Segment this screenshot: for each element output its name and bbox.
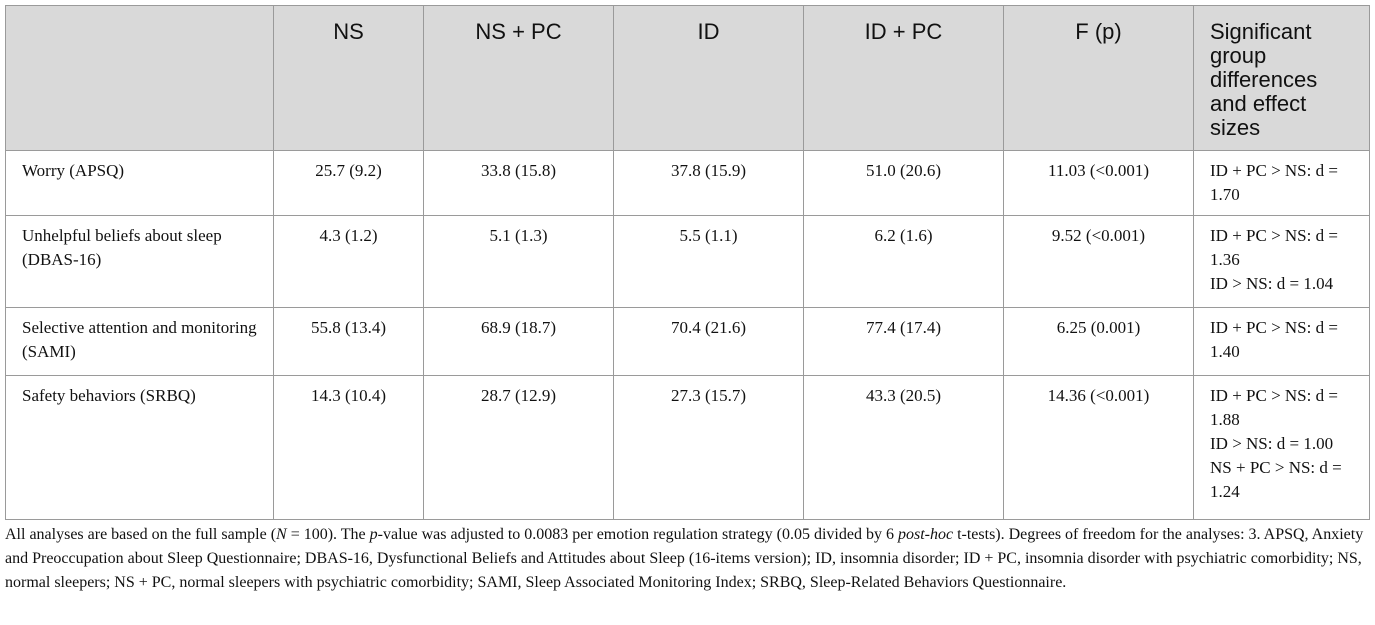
cell-ns-pc: 5.1 (1.3) [424,216,614,308]
cell-id-pc: 6.2 (1.6) [804,216,1004,308]
header-significant-differences: Significant group differences and effect sizes [1194,6,1370,151]
header-empty [6,6,274,151]
table-row [6,308,1370,376]
cell-id: 37.8 (15.9) [614,151,804,216]
cell-significant-differences [1194,216,1370,308]
sig-line: ID > NS: d = 1.00 [1210,434,1334,453]
cell-ns-pc: 28.7 (12.9) [424,376,614,520]
footnote-text: = 100). The [286,526,370,543]
footnote-posthoc-italic: post-hoc [897,526,954,543]
cell-id-pc: 51.0 (20.6) [804,151,1004,216]
sig-line: NS + PC > NS: d = 1.24 [1210,458,1342,501]
results-table [5,5,1370,520]
row-label: Selective attention and monitoring (SAMI) [6,308,274,376]
cell-ns-pc: 68.9 (18.7) [424,308,614,376]
header-f-p: F (p) [1004,6,1194,151]
cell-f-p: 6.25 (0.001) [1004,308,1194,376]
cell-id-pc: 43.3 (20.5) [804,376,1004,520]
sig-line: ID + PC > NS: d = 1.70 [1210,161,1338,204]
row-label: Safety behaviors (SRBQ) [6,376,274,520]
cell-ns: 25.7 (9.2) [274,151,424,216]
cell-id: 70.4 (21.6) [614,308,804,376]
cell-id: 27.3 (15.7) [614,376,804,520]
table-footnote [5,523,1370,595]
footnote-n-italic: N [276,526,287,543]
sig-line: ID + PC > NS: d = 1.40 [1210,318,1338,361]
cell-id-pc: 77.4 (17.4) [804,308,1004,376]
cell-significant-differences [1194,151,1370,216]
cell-id: 5.5 (1.1) [614,216,804,308]
header-ns-pc: NS + PC [424,6,614,151]
cell-f-p: 11.03 (<0.001) [1004,151,1194,216]
cell-ns: 55.8 (13.4) [274,308,424,376]
footnote-text: -value was adjusted to 0.0083 per emotion regulation strategy (0.05 divided by 6 [377,526,898,543]
table-row [6,216,1370,308]
row-label: Unhelpful beliefs about sleep (DBAS-16) [6,216,274,308]
cell-significant-differences [1194,308,1370,376]
footnote-p-italic: p [369,526,378,543]
cell-f-p: 9.52 (<0.001) [1004,216,1194,308]
table-row [6,151,1370,216]
sig-line: ID + PC > NS: d = 1.88 [1210,386,1338,429]
cell-significant-differences [1194,376,1370,520]
cell-f-p: 14.36 (<0.001) [1004,376,1194,520]
table-wrapper [5,5,1370,520]
sig-line: ID + PC > NS: d = 1.36 [1210,226,1338,269]
header-ns: NS [274,6,424,151]
cell-ns-pc: 33.8 (15.8) [424,151,614,216]
footnote-text: t-tests). Degrees of freedom for the analyses: 3. APSQ, Anxiety and Preoccupation about Sleep Questionnaire; DBAS-16, Dysfunctional Beliefs and Attitudes about Sleep (16-items version); ID, insomnia disorder; ID + PC, insomnia disorder with psychiatric comorbidity; NS, normal sleepers; NS + PC, normal sleepers with psychiatric comorbidity; SAMI, Sleep Associated Monitoring Index; SRBQ, Sleep-Related Behaviors Questionnaire. [5,526,1364,591]
cell-ns: 14.3 (10.4) [274,376,424,520]
header-id-pc: ID + PC [804,6,1004,151]
sig-line: ID > NS: d = 1.04 [1210,274,1334,293]
header-row [6,6,1370,151]
header-id: ID [614,6,804,151]
footnote-text: All analyses are based on the full sample ( [5,526,277,543]
table-row [6,376,1370,520]
row-label: Worry (APSQ) [6,151,274,216]
cell-ns: 4.3 (1.2) [274,216,424,308]
